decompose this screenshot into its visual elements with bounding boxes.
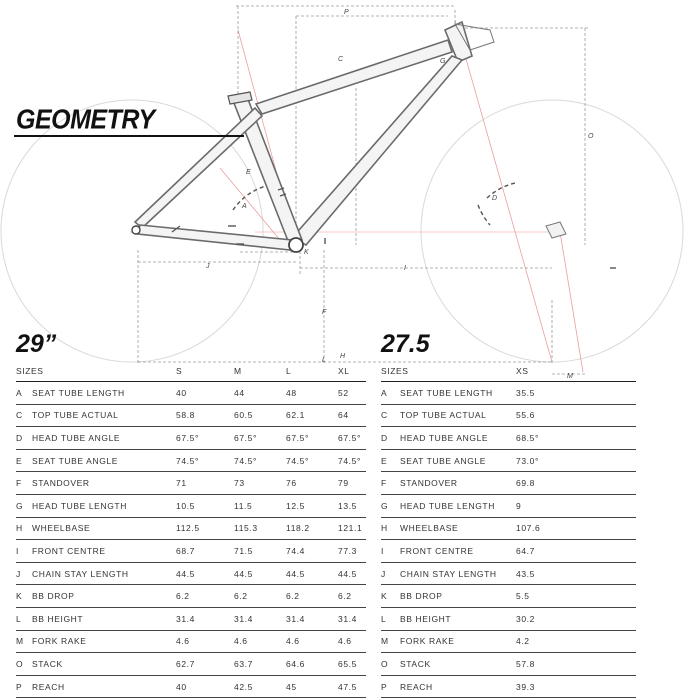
row-value: 71 [176, 472, 234, 495]
row-key: O [381, 653, 400, 676]
row-measurement-name: REACH [32, 675, 176, 698]
table-row [381, 585, 636, 608]
row-value: 44.5 [338, 562, 366, 585]
row-value: 121.1 [338, 517, 366, 540]
table-row [381, 653, 636, 676]
row-measurement-name: STANDOVER [400, 472, 516, 495]
size-column-header: XS [516, 361, 636, 382]
row-value: 40 [176, 675, 234, 698]
row-value: 77.3 [338, 540, 366, 563]
row-key: I [16, 540, 32, 563]
table-row [16, 517, 366, 540]
row-value: 68.5° [516, 427, 636, 450]
diagram-label-d: D [492, 195, 498, 202]
table-row [381, 517, 636, 540]
row-value: 79 [338, 472, 366, 495]
diagram-label-h: H [340, 353, 346, 360]
row-measurement-name: HEAD TUBE LENGTH [32, 494, 176, 517]
row-key: F [16, 472, 32, 495]
row-measurement-name: REACH [400, 675, 516, 698]
row-measurement-name: TOP TUBE ACTUAL [32, 404, 176, 427]
row-value: 48 [286, 382, 338, 405]
row-value: 44.5 [176, 562, 234, 585]
row-key: O [16, 653, 32, 676]
table-row [16, 653, 366, 676]
table-row [381, 562, 636, 585]
row-measurement-name: FORK RAKE [400, 630, 516, 653]
row-measurement-name: BB HEIGHT [400, 607, 516, 630]
row-value: 6.2 [338, 585, 366, 608]
row-value: 67.5° [338, 427, 366, 450]
row-value: 31.4 [234, 607, 286, 630]
size-column-header: M [234, 361, 286, 382]
row-value: 64.7 [516, 540, 636, 563]
diagram-label-a: A [242, 203, 247, 210]
row-value: 9 [516, 494, 636, 517]
row-value: 71.5 [234, 540, 286, 563]
row-value: 64.6 [286, 653, 338, 676]
table-row [16, 562, 366, 585]
table-header-row [16, 361, 366, 382]
row-measurement-name: CHAIN STAY LENGTH [400, 562, 516, 585]
table-row [16, 449, 366, 472]
row-key: I [381, 540, 400, 563]
diagram-label-i: I [404, 265, 406, 272]
row-key: L [381, 607, 400, 630]
row-value: 42.5 [234, 675, 286, 698]
table-row [16, 607, 366, 630]
row-measurement-name: CHAIN STAY LENGTH [32, 562, 176, 585]
row-key: A [16, 382, 32, 405]
geometry-table-275 [381, 361, 636, 698]
row-value: 6.2 [234, 585, 286, 608]
table-row [381, 427, 636, 450]
row-value: 4.6 [176, 630, 234, 653]
row-value: 31.4 [286, 607, 338, 630]
row-key: H [381, 517, 400, 540]
table-row [381, 449, 636, 472]
row-key: M [381, 630, 400, 653]
fork-mount [546, 222, 566, 238]
diagram-label-k: K [304, 249, 309, 256]
diagram-label-j: J [206, 263, 210, 270]
row-key: K [16, 585, 32, 608]
sizes-label: SIZES [381, 361, 516, 382]
row-value: 52 [338, 382, 366, 405]
row-value: 73 [234, 472, 286, 495]
row-key: J [381, 562, 400, 585]
page-title: GEOMETRY [16, 104, 155, 136]
row-measurement-name: WHEELBASE [400, 517, 516, 540]
row-measurement-name: STACK [32, 653, 176, 676]
row-value: 4.6 [338, 630, 366, 653]
table-row [16, 585, 366, 608]
row-value: 67.5° [176, 427, 234, 450]
row-key: L [16, 607, 32, 630]
row-value: 4.2 [516, 630, 636, 653]
row-value: 64 [338, 404, 366, 427]
table-header-row [381, 361, 636, 382]
row-value: 68.7 [176, 540, 234, 563]
row-measurement-name: HEAD TUBE ANGLE [400, 427, 516, 450]
row-value: 43.5 [516, 562, 636, 585]
row-value: 12.5 [286, 494, 338, 517]
bottom-bracket [289, 238, 303, 252]
row-measurement-name: WHEELBASE [32, 517, 176, 540]
row-value: 118.2 [286, 517, 338, 540]
row-value: 115.3 [234, 517, 286, 540]
title-underline [14, 135, 244, 137]
row-value: 67.5° [286, 427, 338, 450]
row-key: E [381, 449, 400, 472]
diagram-label-f: F [322, 309, 327, 316]
row-value: 31.4 [176, 607, 234, 630]
row-value: 13.5 [338, 494, 366, 517]
row-key: D [16, 427, 32, 450]
row-value: 35.5 [516, 382, 636, 405]
diagram-label-m: M [567, 373, 573, 380]
row-measurement-name: SEAT TUBE LENGTH [32, 382, 176, 405]
row-value: 69.8 [516, 472, 636, 495]
row-measurement-name: FRONT CENTRE [400, 540, 516, 563]
row-value: 11.5 [234, 494, 286, 517]
row-value: 44.5 [286, 562, 338, 585]
row-key: G [381, 494, 400, 517]
row-key: K [381, 585, 400, 608]
diagram-label-e: E [246, 169, 251, 176]
row-key: A [381, 382, 400, 405]
row-key: J [16, 562, 32, 585]
table-row [16, 382, 366, 405]
size-column-header: L [286, 361, 338, 382]
row-measurement-name: FRONT CENTRE [32, 540, 176, 563]
table-row [381, 675, 636, 698]
row-key: C [16, 404, 32, 427]
row-measurement-name: SEAT TUBE ANGLE [400, 449, 516, 472]
wheel-size-heading-29: 29” [16, 330, 57, 358]
row-key: P [16, 675, 32, 698]
row-value: 65.5 [338, 653, 366, 676]
row-measurement-name: TOP TUBE ACTUAL [400, 404, 516, 427]
table-row [16, 540, 366, 563]
row-measurement-name: STACK [400, 653, 516, 676]
row-key: C [381, 404, 400, 427]
row-measurement-name: SEAT TUBE LENGTH [400, 382, 516, 405]
table-row [381, 607, 636, 630]
row-value: 5.5 [516, 585, 636, 608]
table-row [381, 382, 636, 405]
row-value: 30.2 [516, 607, 636, 630]
row-value: 4.6 [286, 630, 338, 653]
diagram-label-p: P [344, 9, 349, 16]
size-column-header: S [176, 361, 234, 382]
table-row [16, 494, 366, 517]
rear-dropout [132, 226, 140, 234]
row-value: 39.3 [516, 675, 636, 698]
row-key: H [16, 517, 32, 540]
row-key: G [16, 494, 32, 517]
row-key: M [16, 630, 32, 653]
table-row [16, 472, 366, 495]
row-value: 62.7 [176, 653, 234, 676]
row-measurement-name: STANDOVER [32, 472, 176, 495]
row-value: 10.5 [176, 494, 234, 517]
table-row [381, 472, 636, 495]
dimension-lines [138, 6, 590, 374]
table-row [16, 404, 366, 427]
row-key: P [381, 675, 400, 698]
row-value: 63.7 [234, 653, 286, 676]
row-value: 74.5° [286, 449, 338, 472]
row-value: 58.8 [176, 404, 234, 427]
row-value: 74.4 [286, 540, 338, 563]
row-value: 44.5 [234, 562, 286, 585]
row-measurement-name: BB DROP [32, 585, 176, 608]
row-value: 62.1 [286, 404, 338, 427]
row-measurement-name: SEAT TUBE ANGLE [32, 449, 176, 472]
row-value: 6.2 [176, 585, 234, 608]
diagram-label-g: G [440, 58, 446, 65]
table-row [16, 427, 366, 450]
row-key: D [381, 427, 400, 450]
row-value: 74.5° [234, 449, 286, 472]
table-row [381, 630, 636, 653]
row-value: 74.5° [338, 449, 366, 472]
row-value: 45 [286, 675, 338, 698]
row-value: 44 [234, 382, 286, 405]
sizes-label: SIZES [16, 361, 176, 382]
row-measurement-name: HEAD TUBE ANGLE [32, 427, 176, 450]
diagram-label-o: O [588, 133, 594, 140]
row-key: E [16, 449, 32, 472]
row-value: 31.4 [338, 607, 366, 630]
diagram-label-l: L [322, 357, 326, 364]
row-key: F [381, 472, 400, 495]
row-value: 76 [286, 472, 338, 495]
row-value: 107.6 [516, 517, 636, 540]
row-measurement-name: FORK RAKE [32, 630, 176, 653]
row-measurement-name: BB HEIGHT [32, 607, 176, 630]
row-value: 57.8 [516, 653, 636, 676]
table-row [381, 404, 636, 427]
row-value: 47.5 [338, 675, 366, 698]
row-value: 74.5° [176, 449, 234, 472]
row-value: 6.2 [286, 585, 338, 608]
table-row [16, 675, 366, 698]
row-value: 112.5 [176, 517, 234, 540]
geometry-table-29 [16, 361, 366, 698]
diagram-label-c: C [338, 56, 344, 63]
row-value: 4.6 [234, 630, 286, 653]
row-value: 55.6 [516, 404, 636, 427]
table-row [381, 540, 636, 563]
row-value: 67.5° [234, 427, 286, 450]
row-value: 60.5 [234, 404, 286, 427]
row-measurement-name: BB DROP [400, 585, 516, 608]
wheel-size-heading-275: 27.5 [381, 330, 430, 358]
row-value: 40 [176, 382, 234, 405]
row-measurement-name: HEAD TUBE LENGTH [400, 494, 516, 517]
table-row [16, 630, 366, 653]
table-row [381, 494, 636, 517]
size-column-header: XL [338, 361, 366, 382]
row-value: 73.0° [516, 449, 636, 472]
